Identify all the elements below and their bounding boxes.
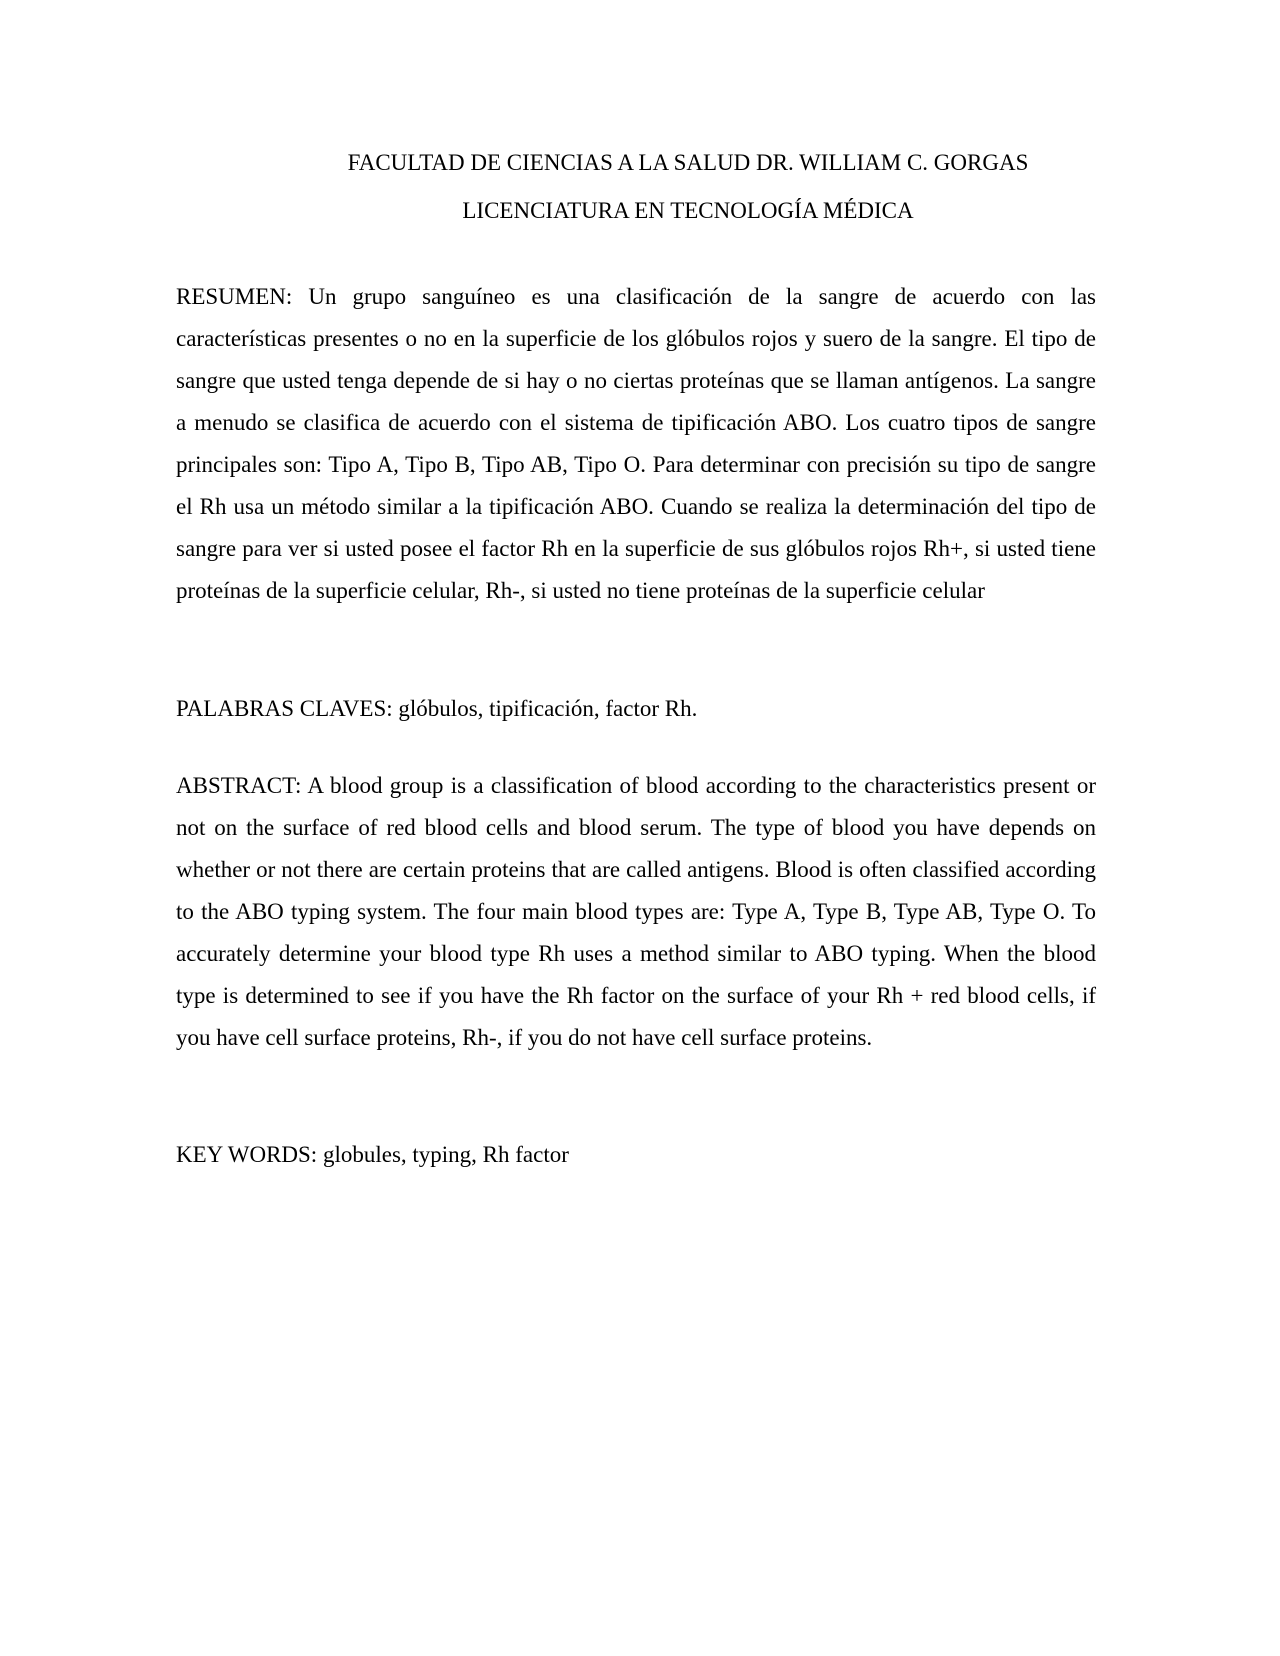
- abstract-section: [176, 765, 1096, 1059]
- degree-title: LICENCIATURA EN TECNOLOGÍA MÉDICA: [462, 198, 914, 223]
- resumen-section: [176, 276, 1096, 612]
- key-words-paragraph: KEY WORDS: globules, typing, Rh factor: [176, 1142, 569, 1167]
- resumen-paragraph: RESUMEN: Un grupo sanguíneo es una clasificación de la sangre de acuerdo con las características presentes o no en la superficie de los glóbulos rojos y suero de la sangre. El tipo de sangre que usted tenga depende de si hay o no ciertas proteínas que se llaman antígenos. La sangre a menudo se clasifica de acuerdo con el sistema de tipificación ABO. Los cuatro tipos de sangre principales son: Tipo A, Tipo B, Tipo AB, Tipo O. Para determinar con precisión su tipo de sangre el Rh usa un método similar a la tipificación ABO. Cuando se realiza la determinación del tipo de sangre para ver si usted posee el factor Rh en la superficie de sus glóbulos rojos Rh+, si usted tiene proteínas de la superficie celular, Rh-, si usted no tiene proteínas de la superficie celular: [176, 284, 1096, 603]
- palabras-claves-paragraph: PALABRAS CLAVES: glóbulos, tipificación, factor Rh.: [176, 696, 698, 721]
- key-words-section: [176, 1134, 1096, 1176]
- abstract-paragraph: ABSTRACT: A blood group is a classification of blood according to the characteristics present or not on the surface of red blood cells and blood serum. The type of blood you have depends on whether or not there are certain proteins that are called antigens. Blood is often classified according to the ABO typing system. The four main blood types are: Type A, Type B, Type AB, Type O. To accurately determine your blood type Rh uses a method similar to ABO typing. When the blood type is determined to see if you have the Rh factor on the surface of your Rh + red blood cells, if you have cell surface proteins, Rh-, if you do not have cell surface proteins.: [176, 773, 1096, 1050]
- palabras-claves-section: [176, 688, 1096, 730]
- faculty-title: FACULTAD DE CIENCIAS A LA SALUD DR. WILLIAM C. GORGAS: [347, 150, 1029, 175]
- document-header: [0, 139, 1280, 235]
